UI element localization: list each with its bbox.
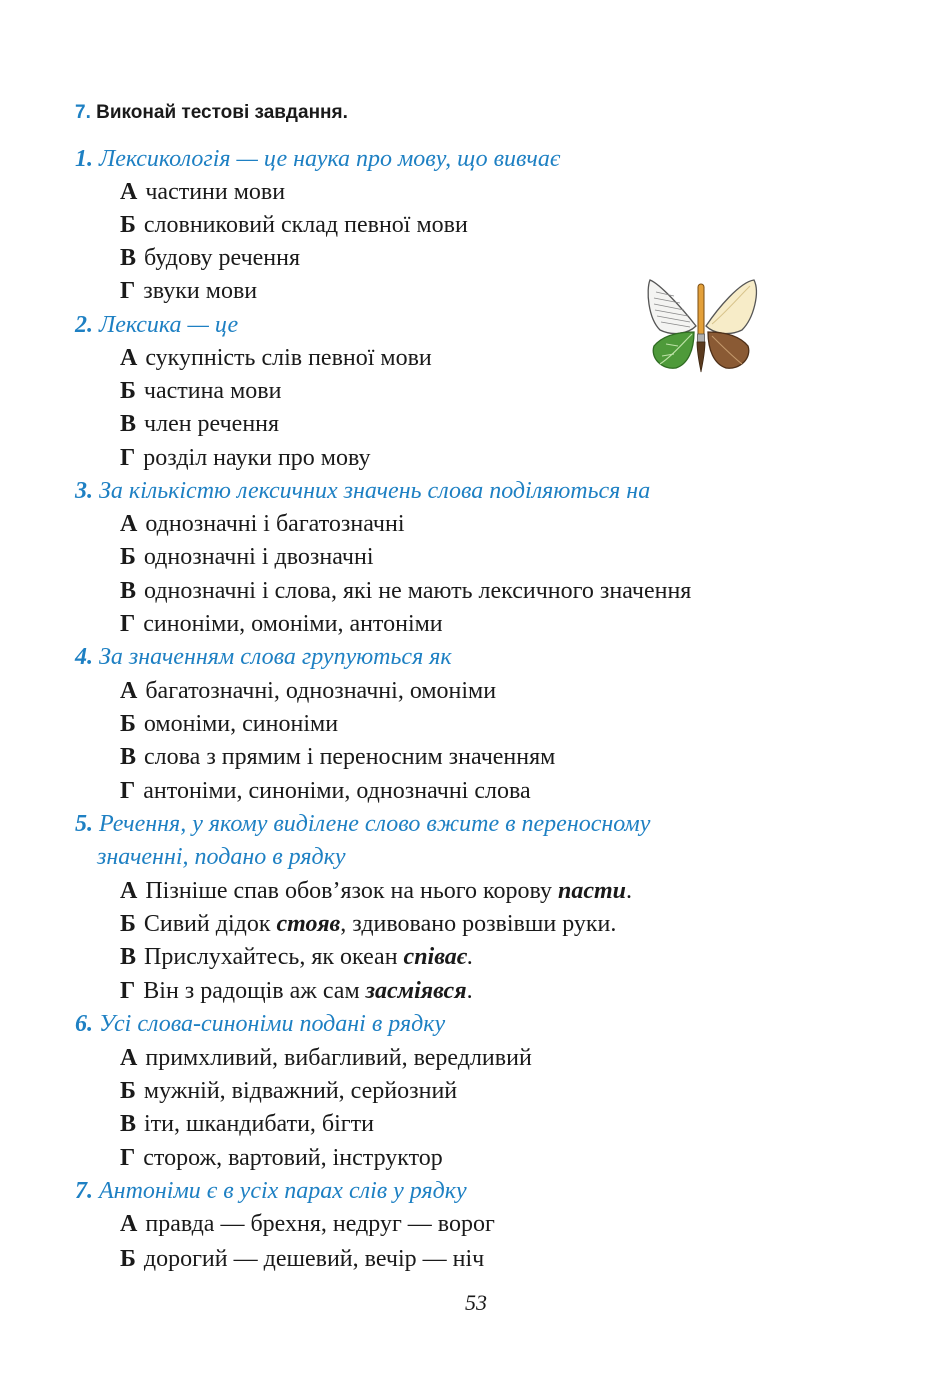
- option-text: будову речення: [144, 245, 301, 271]
- option-letter: В: [120, 944, 137, 970]
- option-letter: В: [120, 744, 137, 770]
- highlighted-word: стояв: [276, 911, 341, 937]
- option-text: звуки мови: [143, 278, 258, 304]
- option-text: правда — брехня, недруг — ворог: [145, 1211, 495, 1237]
- question-6-option-b: [120, 1075, 457, 1108]
- option-letter: А: [120, 1211, 138, 1237]
- question-6: [75, 1008, 445, 1041]
- question-6-option-c: [120, 1108, 374, 1141]
- option-text: однозначні і слова, які не мають лексичного значення: [144, 578, 692, 604]
- option-text: антоніми, синоніми, однозначні слова: [143, 778, 531, 804]
- option-text: Прислухайтесь, як океан: [144, 944, 404, 970]
- question-3-option-b: [120, 541, 373, 574]
- question-text: За кількістю лексичних значень слова поділяються на: [99, 478, 651, 504]
- option-text: розділ науки про мову: [143, 445, 371, 471]
- question-5-option-b: [120, 908, 616, 941]
- option-letter: А: [120, 345, 138, 371]
- question-3-option-c: [120, 575, 691, 608]
- option-letter: А: [120, 511, 138, 537]
- question-3-option-d: [120, 608, 443, 641]
- question-number: 7.: [75, 1178, 93, 1204]
- question-7: [75, 1175, 467, 1208]
- question-number: 5.: [75, 811, 93, 837]
- question-1: [75, 143, 560, 176]
- question-number: 3.: [75, 478, 93, 504]
- highlighted-word: пасти: [558, 878, 627, 904]
- question-2-option-b: [120, 375, 281, 408]
- option-text: багатозначні, однозначні, омоніми: [145, 678, 497, 704]
- option-letter: В: [120, 411, 137, 437]
- question-5-option-d: [120, 975, 473, 1008]
- question-7-option-a: [120, 1208, 495, 1241]
- question-4-option-a: [120, 675, 496, 708]
- option-text: сторож, вартовий, інструктор: [143, 1145, 443, 1171]
- question-text: Усі слова-синоніми подані в рядку: [99, 1011, 446, 1037]
- question-3: [75, 475, 650, 508]
- option-text: примхливий, вибагливий, вередливий: [145, 1045, 532, 1071]
- question-6-option-d: [120, 1142, 443, 1175]
- question-2-option-c: [120, 408, 279, 441]
- question-text: Речення, у якому виділене слово вжите в переносному: [99, 811, 651, 837]
- option-letter: Б: [120, 544, 136, 570]
- option-letter: Б: [120, 1246, 136, 1272]
- task-heading: [75, 102, 348, 124]
- question-5-continuation: [97, 841, 346, 874]
- option-letter: А: [120, 878, 138, 904]
- option-text: іти, шкандибати, бігти: [144, 1111, 374, 1137]
- option-text-end: , здивовано розвівши руки.: [340, 911, 617, 937]
- question-1-option-a: [120, 176, 285, 209]
- option-letter: В: [120, 1111, 137, 1137]
- option-text: Пізніше спав обов’язок на нього корову: [145, 878, 559, 904]
- option-letter: Г: [120, 445, 136, 471]
- butterfly-icon: [642, 278, 760, 374]
- option-text: дорогий — дешевий, вечір — ніч: [143, 1246, 485, 1272]
- page-number: 53: [465, 1290, 487, 1315]
- option-text: Сивий дідок: [143, 911, 277, 937]
- option-text: Він з радощів аж сам: [143, 978, 366, 1004]
- option-letter: Г: [120, 978, 136, 1004]
- option-letter: В: [120, 578, 137, 604]
- question-5: [75, 808, 650, 841]
- option-text: словниковий склад певної мови: [143, 212, 468, 238]
- task-title: Виконай тестові завдання.: [96, 102, 348, 123]
- question-1-option-d: [120, 275, 257, 308]
- question-number: 6.: [75, 1011, 93, 1037]
- option-text: омоніми, синоніми: [143, 711, 339, 737]
- highlighted-word: співає: [403, 944, 467, 970]
- option-text: сукупність слів певної мови: [145, 345, 432, 371]
- question-5-option-c: [120, 941, 473, 974]
- question-4-option-b: [120, 708, 338, 741]
- option-text-end: .: [466, 944, 473, 970]
- option-letter: Б: [120, 711, 136, 737]
- question-4-option-c: [120, 741, 555, 774]
- option-letter: Г: [120, 611, 136, 637]
- highlighted-word: засміявся: [365, 978, 467, 1004]
- option-letter: Г: [120, 778, 136, 804]
- option-text-end: .: [626, 878, 633, 904]
- question-number: 4.: [75, 644, 93, 670]
- option-text: мужній, відважний, серйозний: [143, 1078, 458, 1104]
- question-4-option-d: [120, 775, 531, 808]
- question-number: 1.: [75, 146, 93, 172]
- option-text: однозначні і двозначні: [143, 544, 374, 570]
- option-text-end: .: [466, 978, 473, 1004]
- option-letter: А: [120, 1045, 138, 1071]
- question-6-option-a: [120, 1042, 532, 1075]
- question-5-option-a: [120, 875, 632, 908]
- option-text: однозначні і багатозначні: [145, 511, 405, 537]
- option-letter: А: [120, 678, 138, 704]
- option-text: синоніми, омоніми, антоніми: [143, 611, 443, 637]
- question-2-option-a: [120, 342, 432, 375]
- option-text: слова з прямим і переносним значенням: [144, 744, 556, 770]
- option-letter: Б: [120, 212, 136, 238]
- option-letter: Б: [120, 911, 136, 937]
- option-letter: Г: [120, 1145, 136, 1171]
- question-3-option-a: [120, 508, 404, 541]
- question-text: Антоніми є в усіх парах слів у рядку: [99, 1178, 467, 1204]
- option-letter: В: [120, 245, 137, 271]
- question-text: За значенням слова групуються як: [99, 644, 452, 670]
- option-letter: А: [120, 179, 138, 205]
- question-2: [75, 309, 238, 342]
- question-text-continued: значенні, подано в рядку: [97, 844, 346, 870]
- question-number: 2.: [75, 312, 93, 338]
- option-text: частина мови: [143, 378, 282, 404]
- option-letter: Б: [120, 378, 136, 404]
- question-1-option-b: [120, 209, 468, 242]
- question-7-option-b: [120, 1243, 484, 1276]
- question-1-option-c: [120, 242, 300, 275]
- option-text: член речення: [144, 411, 280, 437]
- question-4: [75, 641, 452, 674]
- option-letter: Б: [120, 1078, 136, 1104]
- option-text: частини мови: [145, 179, 286, 205]
- question-text: Лексика — це: [99, 312, 239, 338]
- task-number: 7.: [75, 102, 91, 123]
- question-2-option-d: [120, 442, 371, 475]
- question-text: Лексикологія — це наука про мову, що вивчає: [99, 146, 561, 172]
- option-letter: Г: [120, 278, 136, 304]
